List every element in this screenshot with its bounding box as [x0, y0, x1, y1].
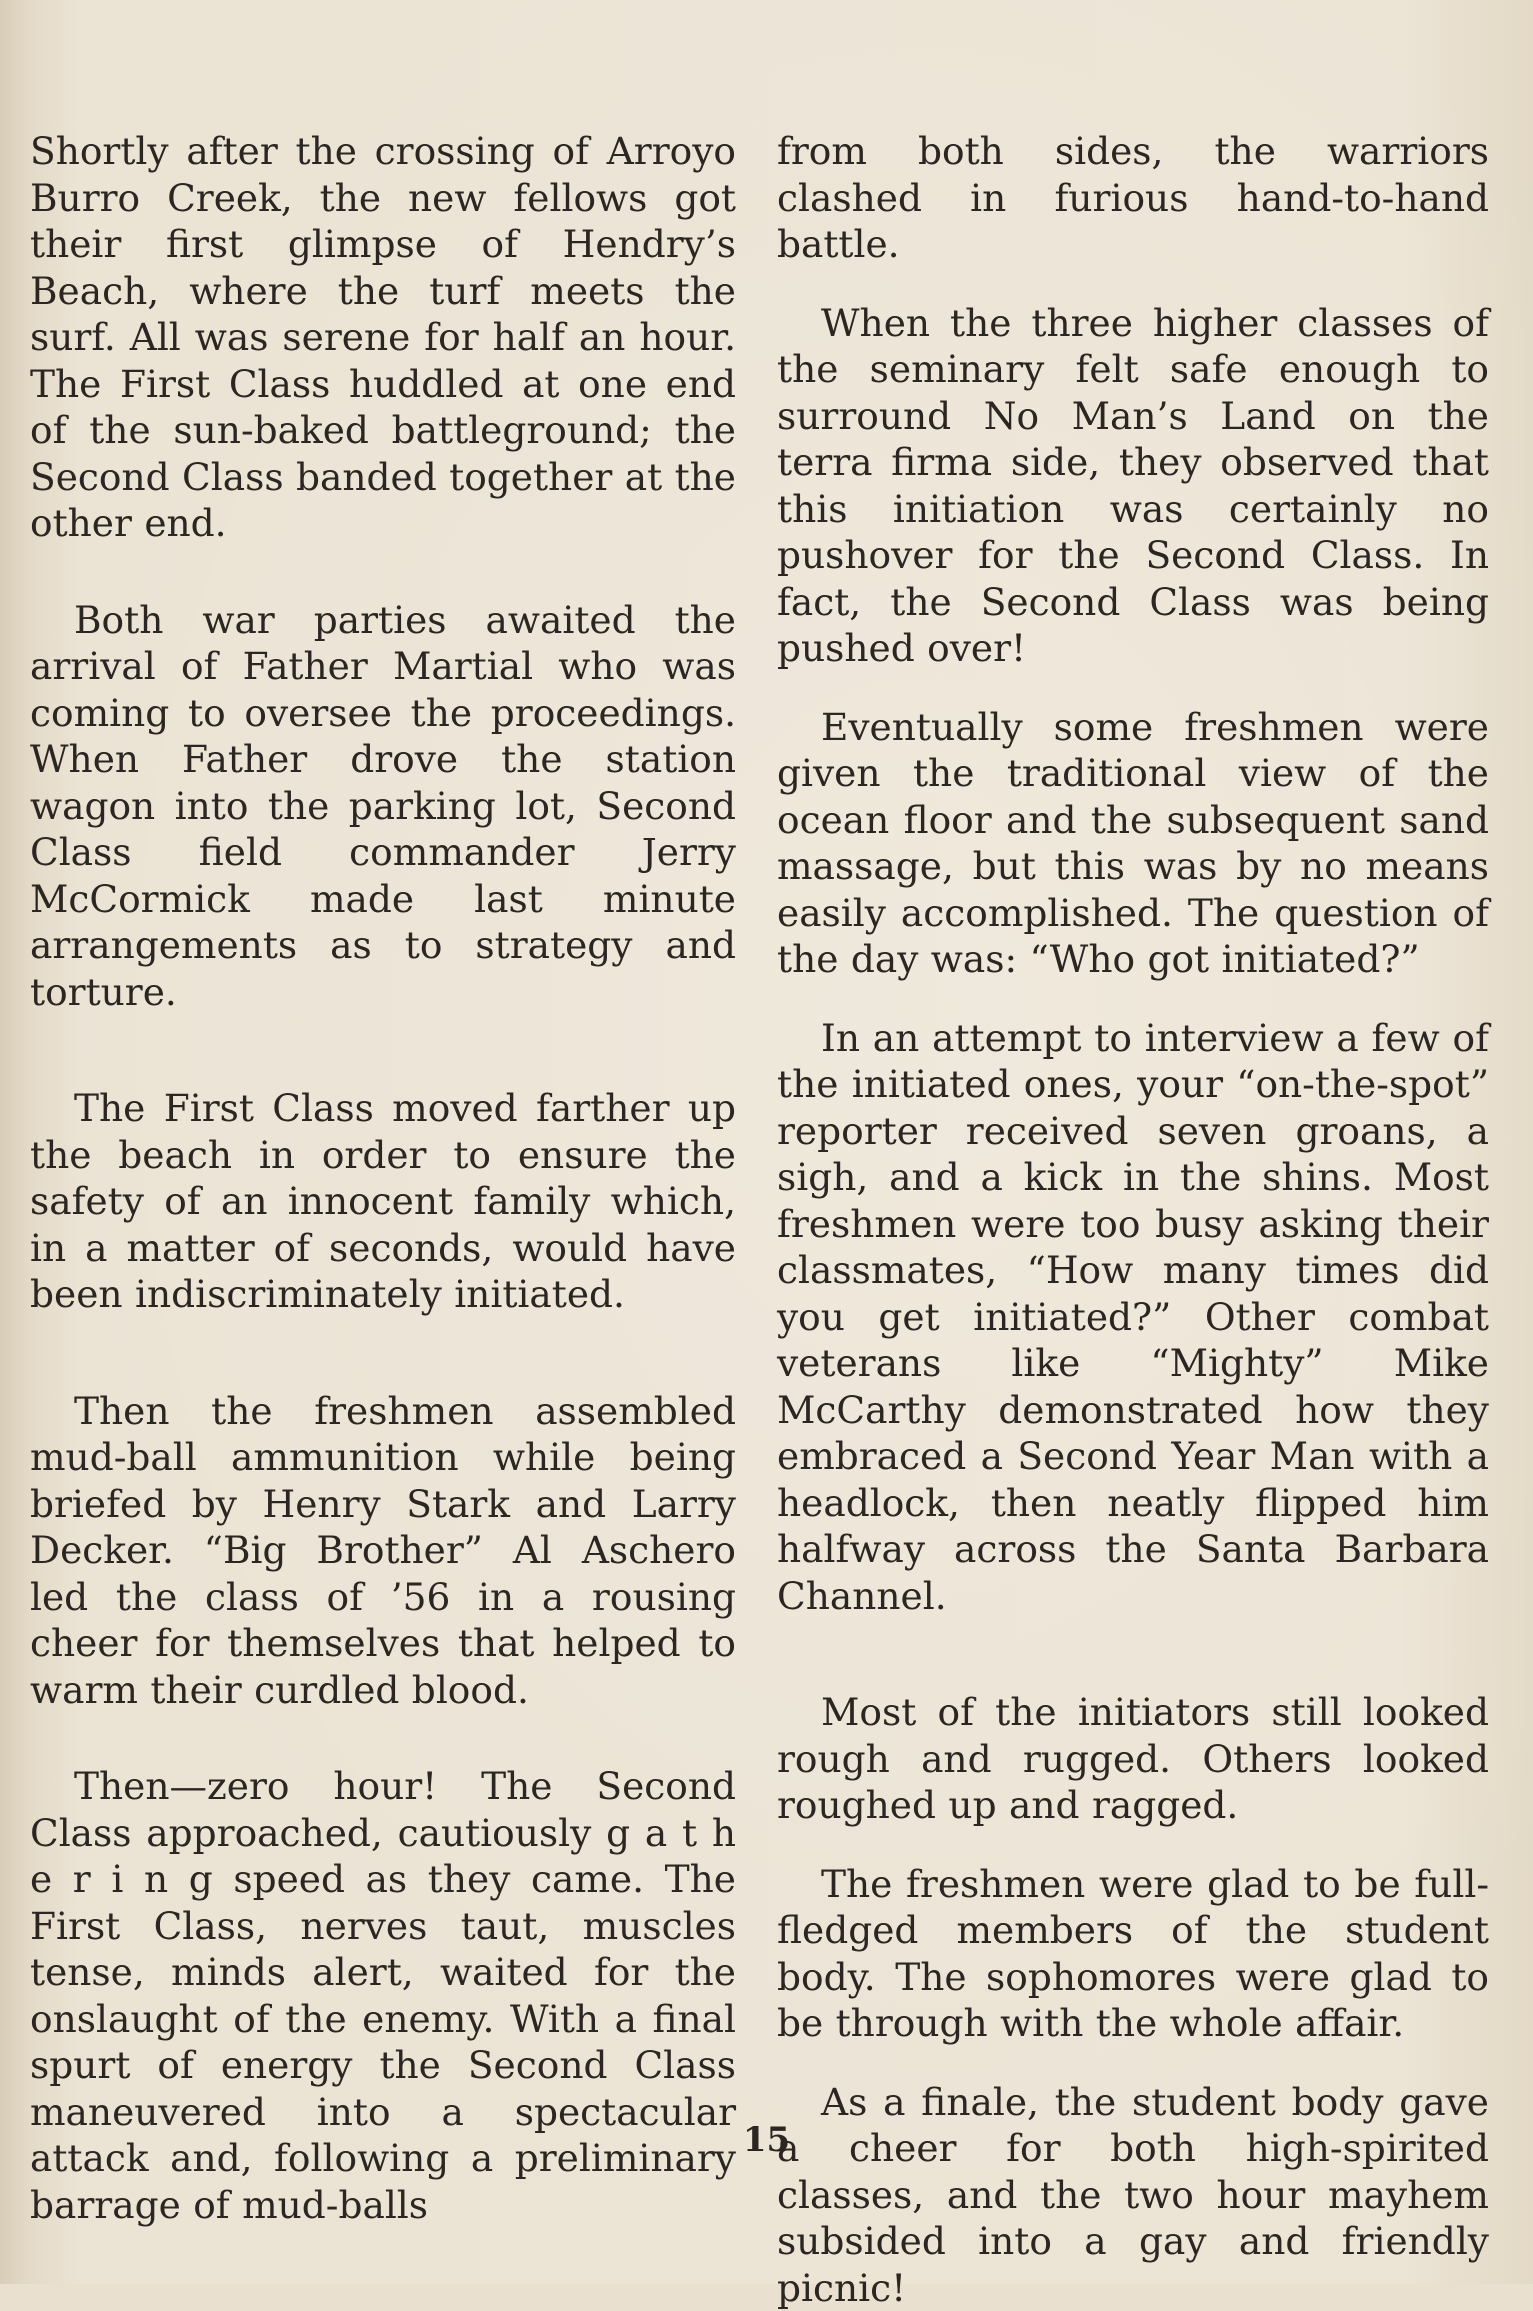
page-number: 15 — [0, 2120, 1533, 2160]
right-column — [777, 128, 1489, 2311]
left-paragraph-4: Then the freshmen assembled mud-ball ammunition while being briefed by Henry Stark and Larry Decker. “Big Brother” Al Aschero led the class of ’56 in a rousing cheer for themselves that helped to warm their curdled blood. — [30, 1388, 736, 1714]
right-paragraph-4: In an attempt to interview a few of the initiated ones, your “on-the-spot” reporter received seven groans, a sigh, and a kick in the shins. Most freshmen were too busy asking their classmates, “How many times did you get initiated?” Other combat veterans like “Mighty” Mike McCarthy demonstrated how they embraced a Second Year Man with a headlock, then neatly flipped him halfway across the Santa Barbara Channel. — [777, 1015, 1489, 1620]
left-paragraph-2: Both war parties awaited the arrival of Father Martial who was coming to oversee the proceedings. When Father drove the station wagon into the parking lot, Second Class field commander Jerry McCormick made last minute arrangements as to strategy and torture. — [30, 597, 736, 1016]
right-paragraph-1: from both sides, the warriors clashed in furious hand-to-hand battle. — [777, 128, 1489, 268]
left-paragraph-1: Shortly after the crossing of Arroyo Burro Creek, the new fellows got their first glimpse of Hendry’s Beach, where the turf meets the surf. All was serene for half an hour. The First Class huddled at one end of the sun-baked battleground; the Second Class banded together at the other end. — [30, 128, 736, 547]
right-paragraph-7: As a finale, the student body gave a cheer for both high-spirited classes, and the two hour mayhem subsided into a gay and friendly picnic! — [777, 2079, 1489, 2311]
left-paragraph-3: The First Class moved farther up the beach in order to ensure the safety of an innocent family which, in a matter of seconds, would have been indiscriminately initiated. — [30, 1085, 736, 1318]
left-paragraph-5: Then—zero hour! The Second Class approached, cautiously g a t h e r i n g speed as they came. The First Class, nerves taut, muscles tense, minds alert, waited for the onslaught of the enemy. With a final spurt of energy the Second Class maneuvered into a spectacular attack and, following a preliminary barrage of mud-balls — [30, 1763, 736, 2228]
right-paragraph-2: When the three higher classes of the seminary felt safe enough to surround No Man’s Land on the terra firma side, they observed that this initiation was certainly no pushover for the Second Class. In fact, the Second Class was being pushed over! — [777, 300, 1489, 672]
right-paragraph-5: Most of the initiators still looked rough and rugged. Others looked roughed up and ragged. — [777, 1689, 1489, 1829]
right-paragraph-3: Eventually some freshmen were given the traditional view of the ocean floor and the subsequent sand massage, but this was by no means easily accomplished. The question of the day was: “Who got initiated?” — [777, 704, 1489, 983]
left-column — [30, 128, 736, 2228]
right-paragraph-6: The freshmen were glad to be full-fledged members of the student body. The sophomores were glad to be through with the whole affair. — [777, 1861, 1489, 2047]
